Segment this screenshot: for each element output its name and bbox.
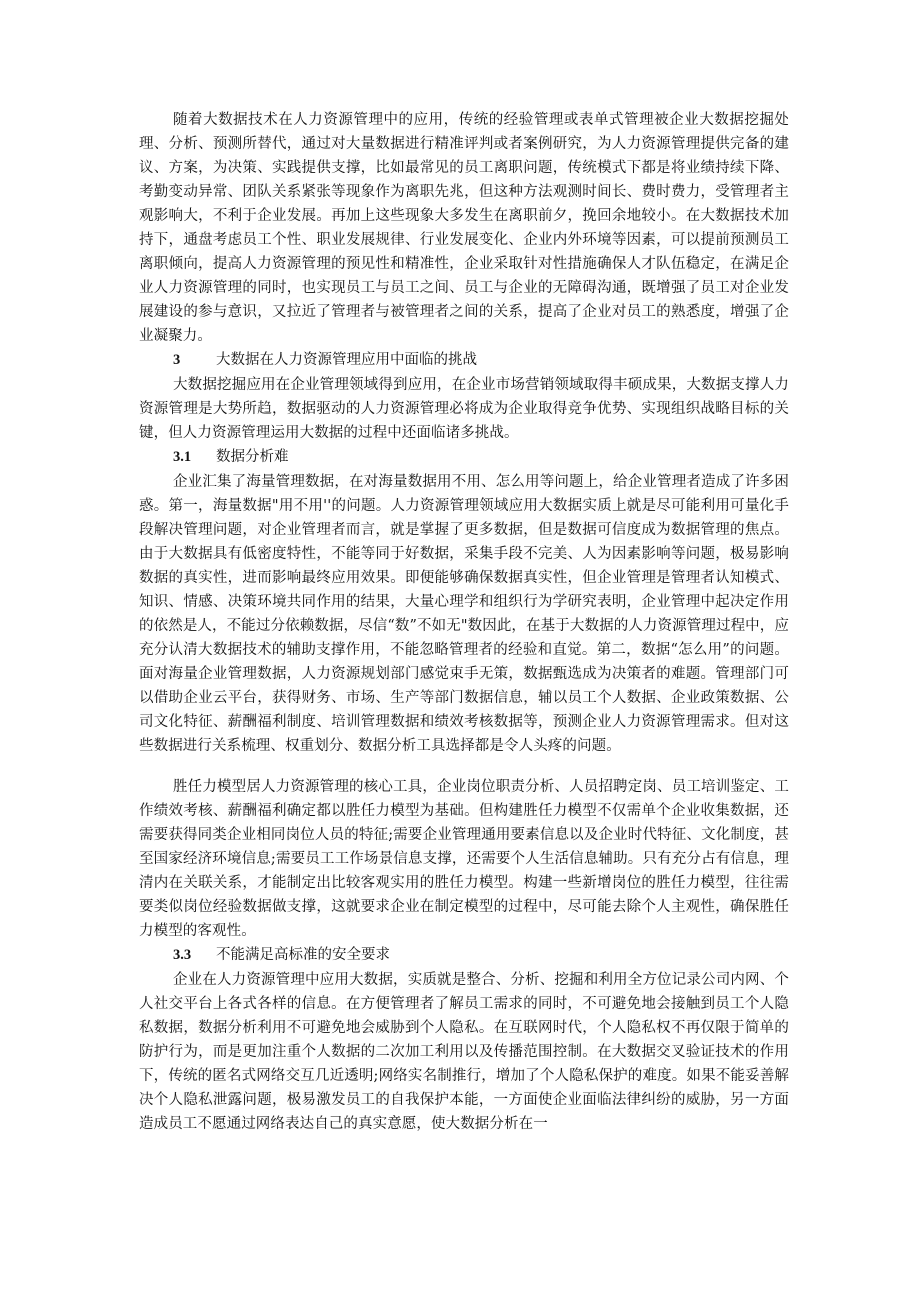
section-heading-3-1: [139, 445, 789, 470]
section-number: 3.1: [173, 449, 192, 465]
section-heading-3-3: [139, 943, 789, 968]
paragraph-intro: 随着大数据技术在人力资源管理中的应用，传统的经验管理或表单式管理被企业大数据挖掘处理、分析、预测所替代，通过对大量数据进行精准评判或者案例研究，为人力资源管理提供完备的建议、方案，为决策、实践提供支撑，比如最常见的员工离职问题，传统模式下都是将业绩持续下降、考勤变动异常、团队关系紧张等现象作为离职先兆，但这种方法观测时间长、费时费力，受管理者主观影响大，不利于企业发展。再加上这些现象大多发生在离职前夕，挽回余地较小。在大数据技术加持下，通盘考虑员工个性、职业发展规律、行业发展变化、企业内外环境等因素，可以提前预测员工离职倾向，提高人力资源管理的预见性和精准性，企业采取针对性措施确保人才队伍稳定，在满足企业人力资源管理的同时，也实现员工与员工之间、员工与企业的无障碍沟通，既增强了员工对企业发展建设的参与意识，又拉近了管理者与被管理者之间的关系，提高了企业对员工的熟悉度，增强了企业凝聚力。: [139, 112, 789, 344]
section-title: 不能满足高标准的安全要求: [216, 947, 390, 963]
paragraph-challenges: 大数据挖掘应用在企业管理领域得到应用，在企业市场营销领域取得丰硕成果，大数据支撑人力资源管理是大势所趋，数据驱动的人力资源管理必将成为企业取得竞争优势、实现组织战略目标的关键，但人力资源管理运用大数据的过程中还面临诸多挑战。: [139, 377, 789, 441]
paragraph-data-analysis: 企业汇集了海量管理数据，在对海量数据用不用、怎么用等问题上，给企业管理者造成了许多困惑。第一，海量数据"用不用''的问题。人力资源管理领域应用大数据实质上就是尽可能利用可量化手段解决管理问题，对企业管理者而言，就是掌握了更多数据，但是数据可信度成为数据管理的焦点。由于大数据具有低密度特性，不能等同于好数据，采集手段不完美、人为因素影响等问题，极易影响数据的真实性，进而影响最终应用效果。即便能够确保数据真实性，但企业管理是管理者认知模式、知识、情感、决策环境共同作用的结果，大量心理学和组织行为学研究表明，企业管理中起决定作用的依然是人，不能过分依赖数据，尽信“数”不如无"数因此，在基于大数据的人力资源管理过程中，应充分认清大数据技术的辅助支撑作用，不能忽略管理者的经验和直觉。第二，数据“怎么用”的问题。面对海量企业管理数据，人力资源规划部门感觉束手无策，数据甄选成为决策者的难题。管理部门可以借助企业云平台，获得财务、市场、生产等部门数据信息，辅以员工个人数据、企业政策数据、公司文化特征、薪酬福利制度、培训管理数据和绩效考核数据等，预测企业人力资源管理需求。但对这些数据进行关系梳理、权重划分、数据分析工具选择都是令人头疼的问题。: [139, 474, 789, 754]
section-heading-3: [139, 348, 789, 373]
section-title: 数据分析难: [216, 449, 289, 465]
paragraph-competency-model: 胜任力模型居人力资源管理的核心工具，企业岗位职责分析、人员招聘定岗、员工培训鉴定、工作绩效考核、薪酬福利确定都以胜任力模型为基础。但构建胜任力模型不仅需单个企业收集数据，还需要获得同类企业相同岗位人员的特征;需要企业管理通用要素信息以及企业时代特征、文化制度，甚至国家经济环境信息;需要员工工作场景信息支撑，还需要个人生活信息辅助。只有充分占有信息，理清内在关联关系，才能制定出比较客观实用的胜任力模型。构建一些新增岗位的胜任力模型，往往需要类似岗位经验数据做支撑，这就要求企业在制定模型的过程中，尽可能去除个人主观性，确保胜任力模型的客观性。: [139, 779, 789, 939]
document-page: [139, 108, 789, 1136]
section-number: 3.3: [173, 947, 192, 963]
section-title: 大数据在人力资源管理应用中面临的挑战: [216, 352, 477, 368]
paragraph-security: 企业在人力资源管理中应用大数据，实质就是整合、分析、挖掘和利用全方位记录公司内网、个人社交平台上各式各样的信息。在方便管理者了解员工需求的同时，不可避免地会接触到员工个人隐私数据，数据分析利用不可避免地会威胁到个人隐私。在互联网时代，个人隐私权不再仅限于简单的防护行为，而是更加注重个人数据的二次加工利用以及传播范围控制。在大数据交叉验证技术的作用下，传统的匿名式网络交互几近透明;网络实名制推行，增加了个人隐私保护的难度。如果不能妥善解决个人隐私泄露问题，极易激发员工的自我保护本能，一方面使企业面临法律纠纷的威胁，另一方面造成员工不愿通过网络表达自己的真实意愿，使大数据分析在一: [139, 972, 789, 1132]
section-number: 3: [173, 352, 181, 368]
